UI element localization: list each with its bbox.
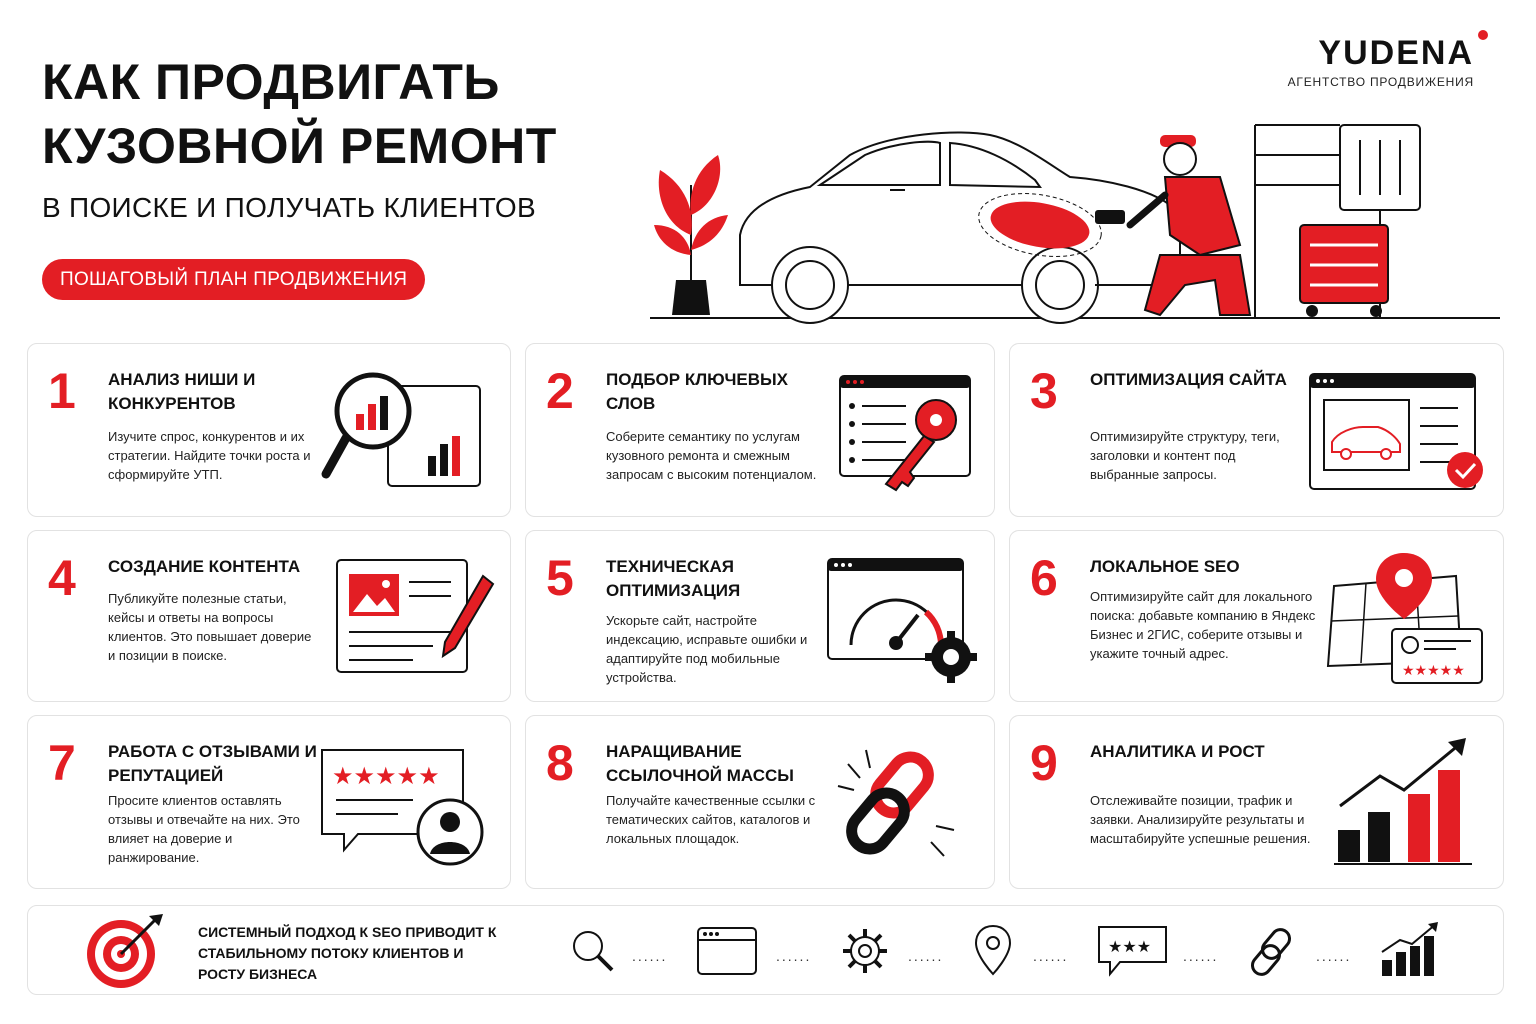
step-title: ОПТИМИЗАЦИЯ САЙТА [1090,370,1287,389]
step-text: Публикуйте полезные статьи, кейсы и ответы на вопросы клиентов. Это повышает доверие и позиции в поиске. [108,591,312,663]
footer-dots: ...... [1316,948,1352,964]
step-title: ЛОКАЛЬНОЕ SEO [1090,557,1240,576]
footer-dots: ...... [908,948,944,964]
step-number: 2 [546,363,574,419]
step-card-6 [1009,530,1504,702]
chain-link-icon [826,744,966,869]
step-card-2 [525,343,995,517]
step-number: 8 [546,735,574,791]
step-text: Просите клиентов оставлять отзывы и отвечайте на них. Это влияет на доверие и ранжирование. [108,793,300,865]
step-number: 7 [48,735,76,791]
step-text: Соберите семантику по услугам кузовного ремонта и смежным запросам с высоким потенциалом. [606,429,817,482]
location-icon [973,924,1013,978]
step-card-4 [27,530,511,702]
step-number: 4 [48,550,76,606]
hero-illustration [640,115,1500,330]
step-text: Получайте качественные ссылки с тематических сайтов, каталогов и локальных площадок. [606,793,816,846]
step-number: 9 [1030,735,1058,791]
website-check-icon [1308,372,1493,497]
svg-text:★★★★★: ★★★★★ [1402,663,1465,679]
svg-text:★★★★★: ★★★★★ [332,762,440,790]
step-card-9 [1009,715,1504,889]
step-text: Отслеживайте позиции, трафик и заявки. Анализируйте результаты и масштабируйте успешные решения. [1090,793,1311,846]
car-icon [740,132,1180,323]
target-icon [83,912,168,992]
step-title: АНАЛИТИКА И РОСТ [1090,742,1265,761]
growth-chart-icon [1332,734,1482,869]
speedometer-gear-icon [826,557,986,687]
bar-chart-icon [1378,920,1444,978]
step-card-1 [27,343,511,517]
step-title: НАРАЩИВАНИЕ ССЫЛОЧНОЙ МАССЫ [606,742,794,785]
footer-bar [27,905,1504,995]
step-card-8 [525,715,995,889]
brand-tagline: АГЕНТСТВО ПРОДВИЖЕНИЯ [1287,75,1474,89]
gear-icon [840,926,890,976]
step-card-7 [27,715,511,889]
link-icon [1243,924,1303,980]
search-icon [568,926,618,976]
step-number: 6 [1030,550,1058,606]
footer-text: СИСТЕМНЫЙ ПОДХОД К SEO ПРИВОДИТ К СТАБИЛЬНОМУ ПОТОКУ КЛИЕНТОВ И РОСТУ БИЗНЕСА [198,924,497,982]
brand-name: YUDENA [1318,34,1474,72]
brand-dot-icon [1478,30,1488,40]
footer-dots: ...... [1033,948,1069,964]
brand-logo [1288,34,1474,89]
step-title: РАБОТА С ОТЗЫВАМИ И РЕПУТАЦИЕЙ [108,742,317,785]
step-text: Оптимизируйте структуру, теги, заголовки и контент под выбранные запросы. [1090,429,1280,482]
key-list-icon [836,372,976,497]
title-block [42,50,662,224]
rating-icon [1096,924,1171,980]
step-number: 3 [1030,363,1058,419]
step-text: Изучите спрос, конкурентов и их стратегии. Найдите точки роста и сформируйте УТП. [108,429,311,482]
toolbox-icon [1300,225,1388,317]
step-text: Ускорьте сайт, настройте индексацию, исправьте ошибки и адаптируйте под мобильные устройства. [606,613,808,685]
document-pencil-icon [333,556,503,681]
plan-badge: ПОШАГОВЫЙ ПЛАН ПРОДВИЖЕНИЯ [42,259,425,300]
page-title-line2: КУЗОВНОЙ РЕМОНТ [42,118,557,174]
map-pin-icon [1326,551,1491,691]
step-title: ПОДБОР КЛЮЧЕВЫХ СЛОВ [606,370,788,413]
page-title-line1: КАК ПРОДВИГАТЬ [42,54,500,110]
review-stars-icon [318,746,493,871]
step-number: 1 [48,363,76,419]
step-title: ТЕХНИЧЕСКАЯ ОПТИМИЗАЦИЯ [606,557,741,600]
footer-dots: ...... [776,948,812,964]
step-number: 5 [546,550,574,606]
svg-text:★★★: ★★★ [1108,937,1152,956]
plant-icon [654,155,728,315]
step-card-3 [1009,343,1504,517]
browser-icon [696,926,758,976]
page-subtitle: В ПОИСКЕ И ПОЛУЧАТЬ КЛИЕНТОВ [42,192,536,223]
footer-dots: ...... [632,948,668,964]
magnifier-chart-icon [318,366,488,491]
footer-dots: ...... [1183,948,1219,964]
step-title: АНАЛИЗ НИШИ И КОНКУРЕНТОВ [108,370,256,413]
step-title: СОЗДАНИЕ КОНТЕНТА [108,557,301,576]
step-card-5 [525,530,995,702]
step-text: Оптимизируйте сайт для локального поиска: добавьте компанию в Яндекс Бизнес и 2ГИС, соберите отзывы и укажите точный адрес. [1090,589,1316,661]
